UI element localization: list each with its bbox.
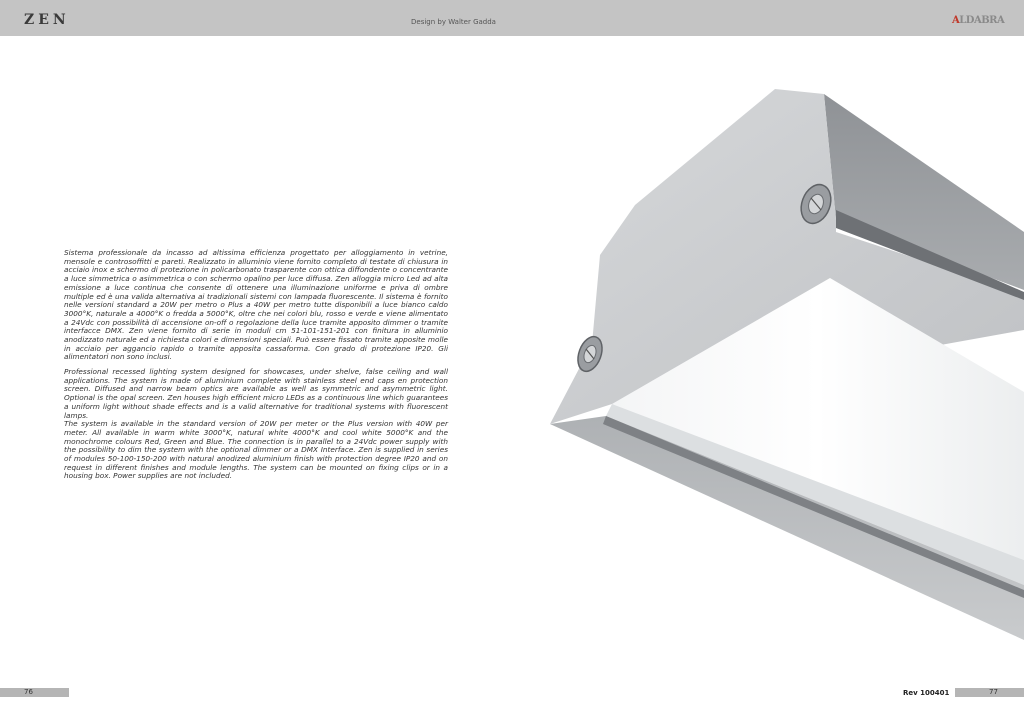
page-number-right: 77 (989, 688, 998, 696)
logo-initial: A (952, 15, 960, 26)
logo-text: LDABRA (959, 15, 1005, 26)
italian-paragraph: Sistema professionale da incasso ad altissima efficienza progettato per alloggiamento in vetrine, mensole e controsoffitti e pareti. Realizzato in alluminio viene fornito completo di testate di chiusura in acciaio inox e schermo di protezione in policarbonato trasparente con ottica diffondente o concentrante a luce simmetrica o asimmetrica o con schermo opalino per luce diffusa. Zen alloggia micro Led ad alta emissione a luce continua che consente di ottenere una illuminazione uniforme e priva di ombre multiple ed è una valida alternativa ai tradizionali sistemi con lampada fluorescente. Il sistema è fornito nelle versioni standard a 20W per metro o Plus a 40W per metro tutte disponibili a luce bianco caldo 3000°K, naturale a 4000°K o fredda a 5000°K, oltre che nei colori blu, rosso e verde e viene alimentato a 24Vdc con possibilità di accensione on-off o regolazione della luce tramite apposito dimmer o tramite interfacce DMX. Zen viene fornito di serie in moduli cm 51-101-151-201 con finitura in alluminio anodizzato naturale ed a richiesta colori e dimensioni speciali. Può essere fissato tramite apposite molle in acciaio per aggancio rapido o tramite apposita cassaforma. Con grado di protezione IP20. Gli alimentatori non sono inclusi. (64, 248, 448, 362)
product-image (540, 80, 1024, 640)
page-title: ZEN (24, 12, 70, 28)
revision-label: Rev 100401 (903, 689, 950, 697)
designer-credit: Design by Walter Gadda (411, 18, 496, 26)
italian-description (64, 249, 448, 362)
page-number-left: 76 (24, 688, 33, 696)
english-paragraph-1: Professional recessed lighting system designed for showcases, under shelve, false ceiling and wall applications. The system is made of aluminium complete with stainless steel end caps en protection screen. Diffused and narrow beam optics are available as well as symmetric and asymmetric light. Optional is the opal screen. Zen houses high efficient micro LEDs as a continuous line which guarantees a uniform light without shade effects and is a valid alternative for traditional systems with fluorescent lamps. (64, 367, 448, 420)
footer-bar-left (0, 688, 69, 697)
brand-logo (952, 15, 1004, 26)
english-description (64, 368, 448, 481)
english-paragraph-2: The system is available in the standard version of 20W per meter or the Plus version with 40W per meter. All available in warm white 3000°K, natural white 4000°K and cool white 5000°K and the monochrome colours Red, Green and Blue. The connection is in parallel to a 24Vdc power supply with the possibility to dim the system with the optional dimmer or a DMX Interface. Zen is supplied in series of modules 50-100-150-200 with natural anodized aluminium finish with protection degree IP20 and on request in different finishes and module lengths. The system can be mounted on fixing clips or in a housing box. Power supplies are not included. (64, 419, 448, 481)
header-bar (0, 0, 1024, 36)
